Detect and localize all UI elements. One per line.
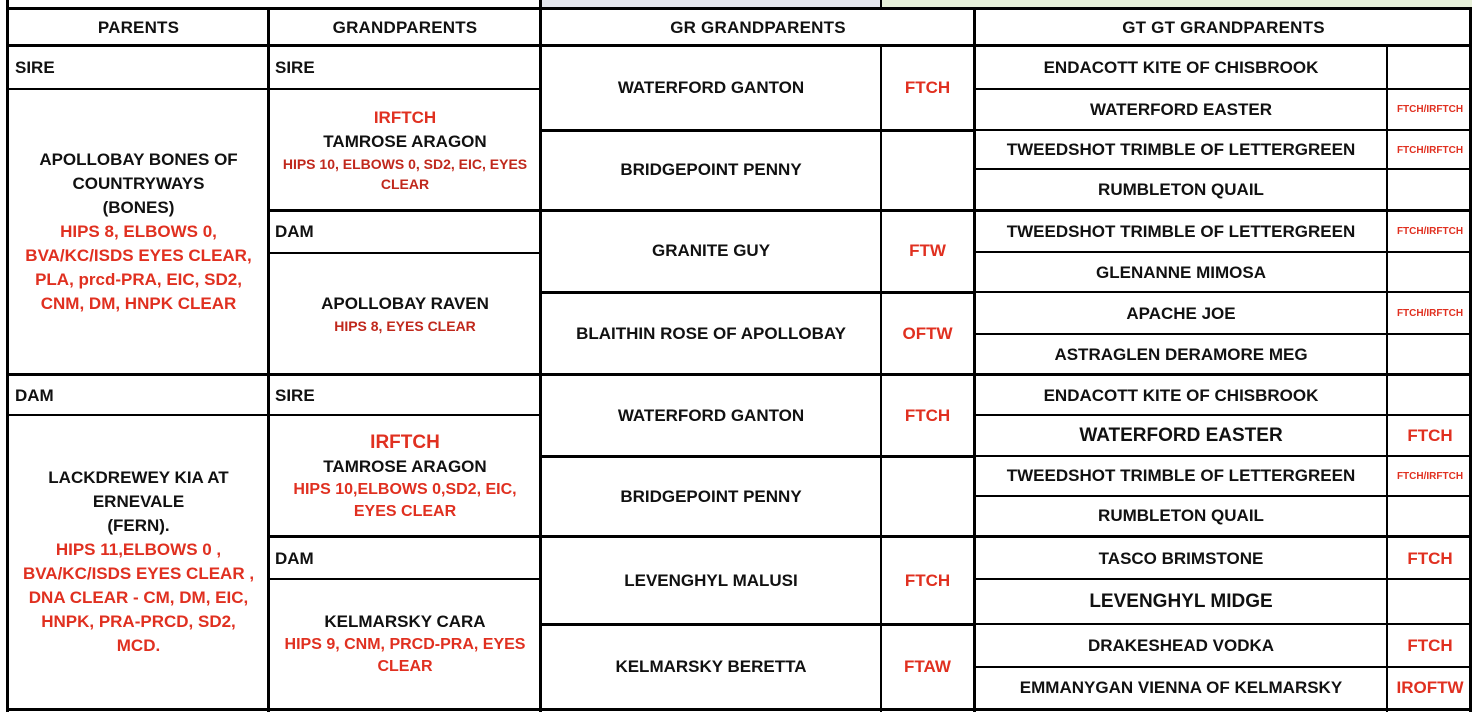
grid-line	[269, 535, 540, 538]
dam-name-line1: LACKDREWEY KIA AT	[48, 468, 229, 487]
sire-nickname: (BONES)	[102, 198, 175, 217]
gr-title: FTCH	[904, 570, 951, 590]
gt-title	[1388, 376, 1472, 415]
gt-name: RUMBLETON QUAIL	[1098, 506, 1264, 525]
grid-line	[542, 535, 1472, 538]
sire-name-line2: COUNTRYWAYS	[72, 174, 205, 193]
header-gr-grandparents: GR GRANDPARENTS	[670, 17, 846, 37]
gr-title: OFTW	[902, 323, 953, 343]
grid-line	[975, 495, 1472, 497]
gt-name: RUMBLETON QUAIL	[1098, 179, 1264, 199]
grid-line	[975, 414, 1472, 416]
grid-line	[975, 578, 1472, 580]
grid-line	[975, 88, 1472, 90]
gt-name: TWEEDSHOT TRIMBLE OF LETTERGREEN	[1006, 221, 1356, 241]
gt-title: FTCH/IRFTCH	[1396, 308, 1464, 319]
dam-health-3: DNA CLEAR - CM, DM, EIC,	[28, 588, 249, 607]
top-strip-green	[882, 0, 1472, 7]
dam-grandsire-label: SIRE	[275, 385, 315, 405]
gt-title	[1388, 47, 1472, 89]
dam-entry	[9, 416, 268, 708]
gt-name: ENDACOTT KITE OF CHISBROOK	[1043, 385, 1319, 405]
gt-title: FTCH/IRFTCH	[1396, 226, 1464, 237]
gt-name: WATERFORD EASTER	[1090, 99, 1272, 119]
gr-title	[881, 131, 974, 209]
top-strip-grey	[542, 0, 880, 7]
sire-health-4: CNM, DM, HNPK CLEAR	[40, 294, 237, 313]
grid-line	[542, 455, 974, 458]
grid-line	[267, 9, 270, 712]
gt-title: FTCH	[1407, 548, 1453, 568]
grid-line	[880, 47, 882, 712]
dam-grandsire-entry	[269, 416, 541, 536]
dam-grandsire-title: IRFTCH	[370, 431, 440, 453]
gt-title: FTCH	[1407, 636, 1453, 655]
dam-health-4: HNPK, PRA-PRCD, SD2,	[41, 612, 236, 631]
sire-label: SIRE	[15, 58, 55, 77]
gt-name: DRAKESHEAD VODKA	[1087, 636, 1275, 655]
gt-title: IROFTW	[1396, 678, 1464, 697]
dam-granddam-health-2: CLEAR	[377, 658, 433, 675]
grid-line	[975, 168, 1472, 170]
grid-line	[269, 578, 540, 580]
dam-grandsire-health-2: EYES CLEAR	[353, 502, 457, 520]
gt-title: FTCH/IRFTCH	[1396, 470, 1464, 482]
sire-entry	[9, 90, 268, 374]
grid-line	[542, 209, 1472, 212]
grid-line	[6, 373, 1472, 376]
grid-line	[6, 0, 9, 712]
gr-title: FTW	[909, 241, 946, 260]
dam-nickname: (FERN).	[107, 516, 170, 535]
granddam-entry	[269, 254, 541, 374]
grandsire-label: SIRE	[275, 58, 315, 77]
grandsire-name: TAMROSE ARAGON	[323, 132, 487, 151]
gt-name: ENDACOTT KITE OF CHISBROOK	[1043, 58, 1319, 77]
grid-line	[6, 44, 1472, 47]
gt-title	[1388, 253, 1472, 292]
grid-line	[973, 9, 976, 712]
gt-name: GLENANNE MIMOSA	[1096, 262, 1266, 282]
grid-line	[542, 623, 974, 626]
dam-granddam-name: KELMARSKY CARA	[324, 612, 486, 631]
gt-title: FTCH/IRFTCH	[1396, 104, 1464, 115]
grid-line	[542, 291, 974, 294]
grid-line	[539, 0, 542, 712]
grid-line	[269, 209, 540, 212]
grid-line	[975, 623, 1472, 625]
grid-line	[975, 291, 1472, 293]
grid-line	[9, 88, 540, 90]
gr-name: GRANITE GUY	[651, 241, 771, 260]
dam-name-line2: ERNEVALE	[92, 492, 185, 511]
granddam-name: APOLLOBAY RAVEN	[321, 294, 489, 313]
sire-health-2: BVA/KC/ISDS EYES CLEAR,	[25, 246, 252, 265]
gt-title: FTCH	[1407, 426, 1453, 445]
grandsire-health-2: CLEAR	[380, 176, 430, 192]
sire-health-3: PLA, prcd-PRA, EIC, SD2,	[35, 270, 242, 289]
dam-health-1: HIPS 11,ELBOWS 0 ,	[55, 540, 222, 559]
granddam-label: DAM	[275, 222, 314, 241]
dam-granddam-label: DAM	[275, 548, 314, 568]
grandsire-title: IRFTCH	[373, 108, 437, 127]
gr-name: WATERFORD GANTON	[617, 405, 805, 425]
dam-health-2: BVA/KC/ISDS EYES CLEAR ,	[22, 564, 255, 583]
gt-title	[1388, 496, 1472, 536]
gt-title	[1388, 580, 1472, 623]
grid-line	[6, 708, 1472, 711]
gt-name: LEVENGHYL MIDGE	[1089, 590, 1273, 612]
dam-grandsire-health-1: HIPS 10,ELBOWS 0,SD2, EIC,	[293, 480, 517, 498]
header-grandparents: GRANDPARENTS	[332, 17, 478, 37]
grid-line	[9, 414, 540, 416]
gr-name: WATERFORD GANTON	[617, 78, 805, 97]
gt-name: TASCO BRIMSTONE	[1098, 548, 1264, 568]
header-gt-gt-grandparents: GT GT GRANDPARENTS	[1122, 17, 1325, 37]
gr-title: FTCH	[904, 405, 951, 425]
dam-grandsire-name: TAMROSE ARAGON	[323, 456, 487, 476]
gt-name: TWEEDSHOT TRIMBLE OF LETTERGREEN	[1006, 466, 1356, 485]
sire-name-line1: APOLLOBAY BONES OF	[39, 150, 238, 169]
grid-line	[975, 455, 1472, 457]
grid-line	[975, 129, 1472, 131]
gr-name: KELMARSKY BERETTA	[615, 656, 807, 676]
gr-name: LEVENGHYL MALUSI	[624, 570, 798, 590]
gt-name: ASTRAGLEN DERAMORE MEG	[1054, 344, 1308, 364]
gt-name: EMMANYGAN VIENNA OF KELMARSKY	[1019, 678, 1343, 697]
grandsire-entry	[269, 90, 541, 210]
gt-title	[1388, 170, 1472, 209]
gt-title: FTCH/IRFTCH	[1396, 144, 1464, 156]
dam-health-5: MCD.	[116, 636, 161, 655]
gr-name: BLAITHIN ROSE OF APOLLOBAY	[576, 323, 846, 343]
gr-title	[881, 457, 974, 536]
granddam-health-1: HIPS 8, EYES CLEAR	[334, 318, 476, 334]
gr-name: BRIDGEPOINT PENNY	[620, 160, 802, 179]
grid-line	[6, 7, 1472, 10]
grid-line	[1386, 47, 1388, 712]
grid-line	[975, 666, 1472, 668]
gt-name: APACHE JOE	[1126, 303, 1236, 323]
grid-line	[975, 333, 1472, 335]
grid-line	[269, 252, 540, 254]
header-parents: PARENTS	[97, 17, 180, 37]
gr-title: FTCH	[904, 78, 951, 97]
gt-title	[1388, 335, 1472, 374]
dam-granddam-entry	[269, 580, 541, 708]
gr-title: FTAW	[904, 656, 951, 676]
grid-line	[542, 129, 974, 132]
gt-name: WATERFORD EASTER	[1079, 425, 1283, 446]
gt-name: TWEEDSHOT TRIMBLE OF LETTERGREEN	[1006, 140, 1356, 159]
dam-label: DAM	[15, 385, 54, 405]
dam-granddam-health-1: HIPS 9, CNM, PRCD-PRA, EYES	[284, 636, 526, 653]
gr-name: BRIDGEPOINT PENNY	[620, 486, 802, 506]
grandsire-health-1: HIPS 10, ELBOWS 0, SD2, EIC, EYES	[282, 156, 528, 172]
grid-line	[975, 251, 1472, 253]
sire-health-1: HIPS 8, ELBOWS 0,	[60, 222, 217, 241]
